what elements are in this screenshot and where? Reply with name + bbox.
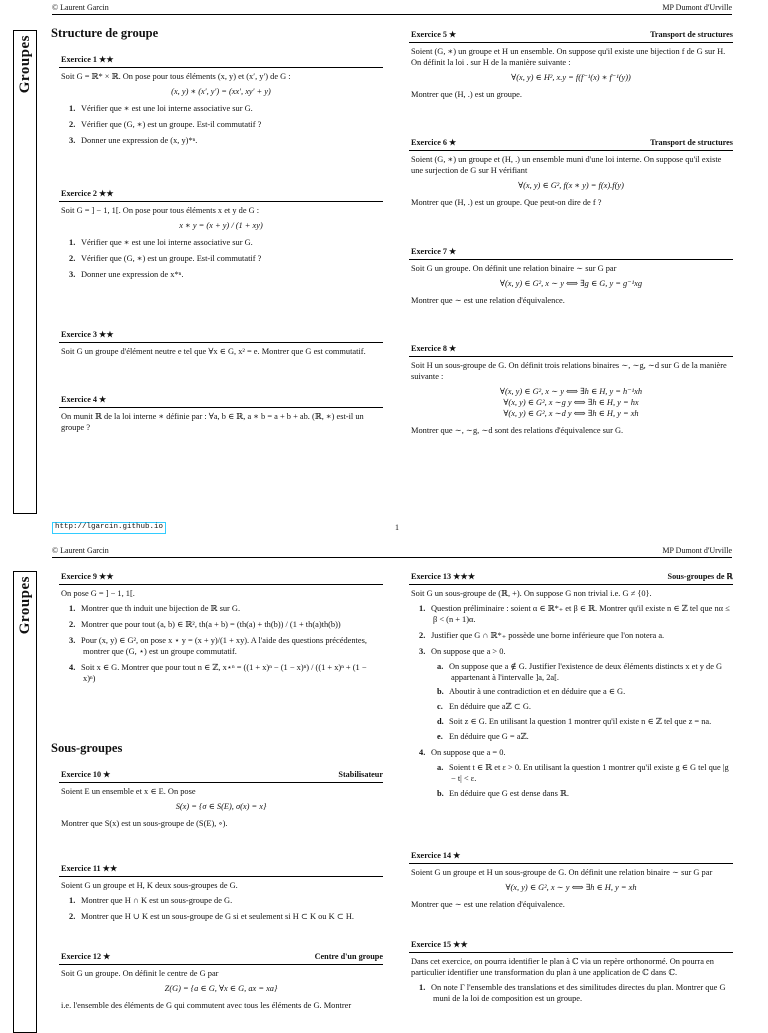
exercise-question: Montrer que (H, .) est un groupe. Que peut-on dire de f ? — [411, 197, 602, 207]
exercise-3 — [59, 329, 383, 362]
exercise-intro: Soit G un groupe. On définit une relation binaire ∼ sur G par — [411, 264, 617, 273]
exercise-title: Exercice 14 ★ — [411, 851, 461, 860]
list-item: 1. Montrer que th induit une bijection de ℝ sur G. — [69, 603, 241, 613]
exercise-2 — [59, 188, 383, 286]
exercise-title: Exercice 6 ★ — [411, 138, 457, 147]
formula: ∀(x, y) ∈ G², x ∼g y ⟺ ∃h ∈ H, y = hx — [503, 397, 639, 407]
page-2 — [0, 543, 768, 1024]
sub-item: a. Soient t ∈ ℝ et ε > 0. En utilisant la question 1 montrer qu'il existe g ∈ G tel que |g − t| < ε. — [437, 763, 729, 783]
exercise-intro: Soit G un sous-groupe de (ℝ, +). On suppose G non trivial i.e. G ≠ {0}. — [411, 589, 652, 598]
formula: S(x) = {σ ∈ S(E), σ(x) = x} — [175, 801, 267, 811]
formula: x ∗ y = (x + y) / (1 + xy) — [179, 220, 263, 230]
exercise-intro: Soient E un ensemble et x ∈ E. On pose — [61, 787, 196, 796]
exercise-question: Montrer que S(x) est un sous-groupe de (S(E), ∘). — [61, 818, 228, 828]
list-item: 3. Donner une expression de x*ⁿ. — [69, 269, 184, 279]
exercise-intro: Soit G un groupe d'élément neutre e tel que ∀x ∈ G, x² = e. Montrer que G est commutatif. — [61, 347, 366, 356]
list-item: 3. On suppose que a > 0. a. On suppose que a ∉ G. Justifier l'existence de deux éléments distincts x et y de G appartenant à l'intervalle ]a, 2a[. b. Aboutir à une contradiction et en déduire que a ∈ G. c. En déduire que aℤ ⊂ G. d. Soit z ∈ G. En utilisant la question 1 montrer qu'il existe n ∈ ℤ tel que z = na. e. En déduire que G = aℤ. — [431, 647, 731, 743]
formula: ∀(x, y) ∈ H², x.y = f(f⁻¹(x) ∗ f⁻¹(y)) — [511, 72, 631, 82]
list-item: 1. Vérifier que ∗ est une loi interne associative sur G. — [69, 237, 253, 247]
sub-item: a. On suppose que a ∉ G. Justifier l'existence de deux éléments distincts x et y de G appartenant à l'intervalle ]a, 2a[. — [437, 661, 723, 682]
exercise-title: Exercice 5 ★ — [411, 30, 457, 39]
exercise-question: i.e. l'ensemble des éléments de G qui commutent avec tous les éléments de G. Montrer — [61, 1000, 352, 1010]
exercise-question: Montrer que ∼ est une relation d'équivalence. — [411, 899, 565, 909]
list-item: 1. Montrer que H ∩ K est un sous-groupe de G. — [69, 895, 233, 905]
formula: ∀(x, y) ∈ G², x ∼ y ⟺ ∃h ∈ H, y = xh — [505, 882, 637, 892]
section-title: Structure de groupe — [51, 26, 159, 40]
exercise-9 — [59, 571, 383, 689]
page-number: 1 — [395, 523, 399, 532]
exercise-intro: Soient G un groupe et H, K deux sous-groupes de G. — [61, 881, 238, 890]
list-item: 1. On note Γ l'ensemble des translations et des similitudes directes du plan. Montrer que G muni de la loi de composition est un groupe. — [419, 982, 726, 1003]
exercise-subtitle: Sous-groupes de ℝ — [667, 572, 733, 581]
page-header — [52, 546, 732, 558]
exercise-title: Exercice 13 ★★★ — [411, 572, 476, 581]
header-author: © Laurent Garcin — [52, 546, 109, 555]
exercise-title: Exercice 1 ★★ — [61, 55, 114, 64]
list-item: 1. Vérifier que ∗ est une loi interne associative sur G. — [69, 103, 253, 113]
exercise-question: Montrer que ∼ est une relation d'équivalence. — [411, 295, 565, 305]
exercise-title: Exercice 4 ★ — [61, 395, 107, 404]
exercise-15 — [409, 939, 733, 1010]
exercise-intro: Soit G = ℝ* × ℝ. On pose pour tous éléments (x, y) et (x′, y′) de G : — [61, 72, 291, 81]
exercise-title: Exercice 11 ★★ — [61, 864, 118, 873]
page-header — [52, 3, 732, 15]
sub-item: e. En déduire que G = aℤ. — [437, 732, 529, 742]
exercise-intro: Soit G un groupe. On définit le centre de G par — [61, 969, 219, 978]
list-item: 2. Vérifier que (G, ∗) est un groupe. Est-il commutatif ? — [69, 253, 262, 263]
list-item: 3. Pour (x, y) ∈ G², on pose x ⋆ y = (x + y)/(1 + xy). A l'aide des questions précédentes, montrer que (G, ⋆) est un groupe commutatif. — [69, 635, 367, 656]
exercise-8 — [409, 343, 733, 441]
header-author: © Laurent Garcin — [52, 3, 109, 12]
formula: ∀(x, y) ∈ G², x ∼d y ⟺ ∃h ∈ H, y = xh — [503, 408, 639, 418]
formula: ∀(x, y) ∈ G², x ∼ y ⟺ ∃g ∈ G, y = g⁻¹xg — [499, 278, 643, 288]
exercise-13 — [409, 571, 733, 805]
section-title: Sous-groupes — [51, 741, 123, 755]
sub-item: b. En déduire que G est dense dans ℝ. — [437, 788, 569, 798]
exercise-subtitle: Stabilisateur — [338, 770, 383, 779]
exercise-title: Exercice 7 ★ — [411, 247, 457, 256]
list-item: 4. On suppose que a = 0. a. Soient t ∈ ℝ et ε > 0. En utilisant la question 1 montrer qu'il existe g ∈ G tel que |g − t| < ε. b. En déduire que G est dense dans ℝ. — [431, 748, 731, 800]
side-tab — [13, 571, 37, 1033]
exercise-title: Exercice 3 ★★ — [61, 330, 114, 339]
exercise-subtitle: Centre d'un groupe — [314, 952, 383, 961]
exercise-11 — [59, 863, 383, 928]
footer-link[interactable]: http://lgarcin.github.io — [52, 522, 166, 534]
exercise-5 — [409, 29, 733, 105]
exercise-intro: On pose G = ] − 1, 1[. — [61, 589, 135, 598]
list-item: 2. Montrer que pour tout (a, b) ∈ ℝ², th(a + b) = (th(a) + th(b)) / (1 + th(a)th(b)) — [69, 619, 341, 629]
side-tab — [13, 30, 37, 514]
exercise-intro: Dans cet exercice, on pourra identifier le plan à ℂ via un repère orthonormé. On pourra en particulier identifier une transformation du plan à une application de ℂ dans ℂ. — [411, 957, 714, 977]
exercise-title: Exercice 8 ★ — [411, 344, 457, 353]
side-tab-label: Groupes — [17, 576, 33, 635]
exercise-intro: Soient (G, ∗) un groupe et (H, .) un ensemble muni d'une loi interne. On suppose qu'il existe une surjection de G sur H vérifiant — [411, 155, 722, 175]
formula: ∀(x, y) ∈ G², x ∼ y ⟺ ∃h ∈ H, y = h⁻¹xh — [499, 386, 643, 396]
exercise-intro: Soient (G, ∗) un groupe et H un ensemble. On suppose qu'il existe une bijection f de G sur H. On définit la loi . sur H de la manière suivante : — [411, 47, 726, 67]
exercise-subtitle: Transport de structures — [650, 138, 733, 147]
exercise-intro: On munit ℝ de la loi interne ∗ définie par : ∀a, b ∈ ℝ, a ∗ b = a + b + ab. (ℝ, ∗) est-il un groupe ? — [61, 412, 364, 432]
exercise-title: Exercice 2 ★★ — [61, 189, 114, 198]
sub-item: c. En déduire que aℤ ⊂ G. — [437, 702, 531, 712]
side-tab-label: Groupes — [17, 35, 33, 94]
list-item: 2. Montrer que H ∪ K est un sous-groupe de G si et seulement si H ⊂ K ou K ⊂ H. — [69, 911, 354, 921]
exercise-1 — [59, 54, 383, 152]
exercise-intro: Soit G = ] − 1, 1[. On pose pour tous éléments x et y de G : — [61, 206, 260, 215]
sub-item: d. Soit z ∈ G. En utilisant la question 1 montrer qu'il existe n ∈ ℤ tel que z = na. — [437, 717, 712, 727]
exercise-6 — [409, 137, 733, 213]
exercise-question: Montrer que ∼, ∼g, ∼d sont des relations d'équivalence sur G. — [411, 425, 624, 435]
exercise-subtitle: Transport de structures — [650, 30, 733, 39]
exercise-12 — [59, 951, 383, 1016]
header-school: MP Dumont d'Urville — [662, 546, 732, 555]
list-item: 2. Justifier que G ∩ ℝ*₊ possède une borne inférieure que l'on notera a. — [419, 630, 665, 640]
list-item: 4. Soit x ∈ G. Montrer que pour tout n ∈ ℤ, x⋆ⁿ = ((1 + x)ⁿ − (1 − x)ⁿ) / ((1 + x)ⁿ + (1 − x)ⁿ) — [69, 662, 367, 683]
exercise-intro: Soient G un groupe et H un sous-groupe de G. On définit une relation binaire ∼ sur G par — [411, 868, 713, 877]
exercise-10 — [59, 769, 383, 834]
formula: Z(G) = {a ∈ G, ∀x ∈ G, ax = xa} — [164, 983, 278, 993]
exercise-title: Exercice 12 ★ — [61, 952, 111, 961]
list-item: 2. Vérifier que (G, ∗) est un groupe. Est-il commutatif ? — [69, 119, 262, 129]
sub-item: b. Aboutir à une contradiction et en déduire que a ∈ G. — [437, 687, 626, 697]
list-item: 3. Donner une expression de (x, y)*ⁿ. — [69, 135, 198, 145]
header-school: MP Dumont d'Urville — [662, 3, 732, 12]
list-item: 1. Question préliminaire : soient α ∈ ℝ*₊ et β ∈ ℝ. Montrer qu'il existe n ∈ ℤ tel que nα ≤ β < (n + 1)α. — [419, 603, 730, 624]
exercise-title: Exercice 9 ★★ — [61, 572, 114, 581]
exercise-question: Montrer que (H, .) est un groupe. — [411, 89, 522, 99]
exercise-intro: Soit H un sous-groupe de G. On définit trois relations binaires ∼, ∼g, ∼d sur G de la manière suivante : — [411, 361, 727, 381]
exercise-7 — [409, 246, 733, 311]
exercise-title: Exercice 10 ★ — [61, 770, 111, 779]
exercise-title: Exercice 15 ★★ — [411, 940, 468, 949]
formula: (x, y) ∗ (x′, y′) = (xx′, xy′ + y) — [171, 86, 271, 96]
exercise-4 — [59, 394, 383, 438]
exercise-14 — [409, 850, 733, 915]
formula: ∀(x, y) ∈ G², f(x ∗ y) = f(x).f(y) — [518, 180, 624, 190]
